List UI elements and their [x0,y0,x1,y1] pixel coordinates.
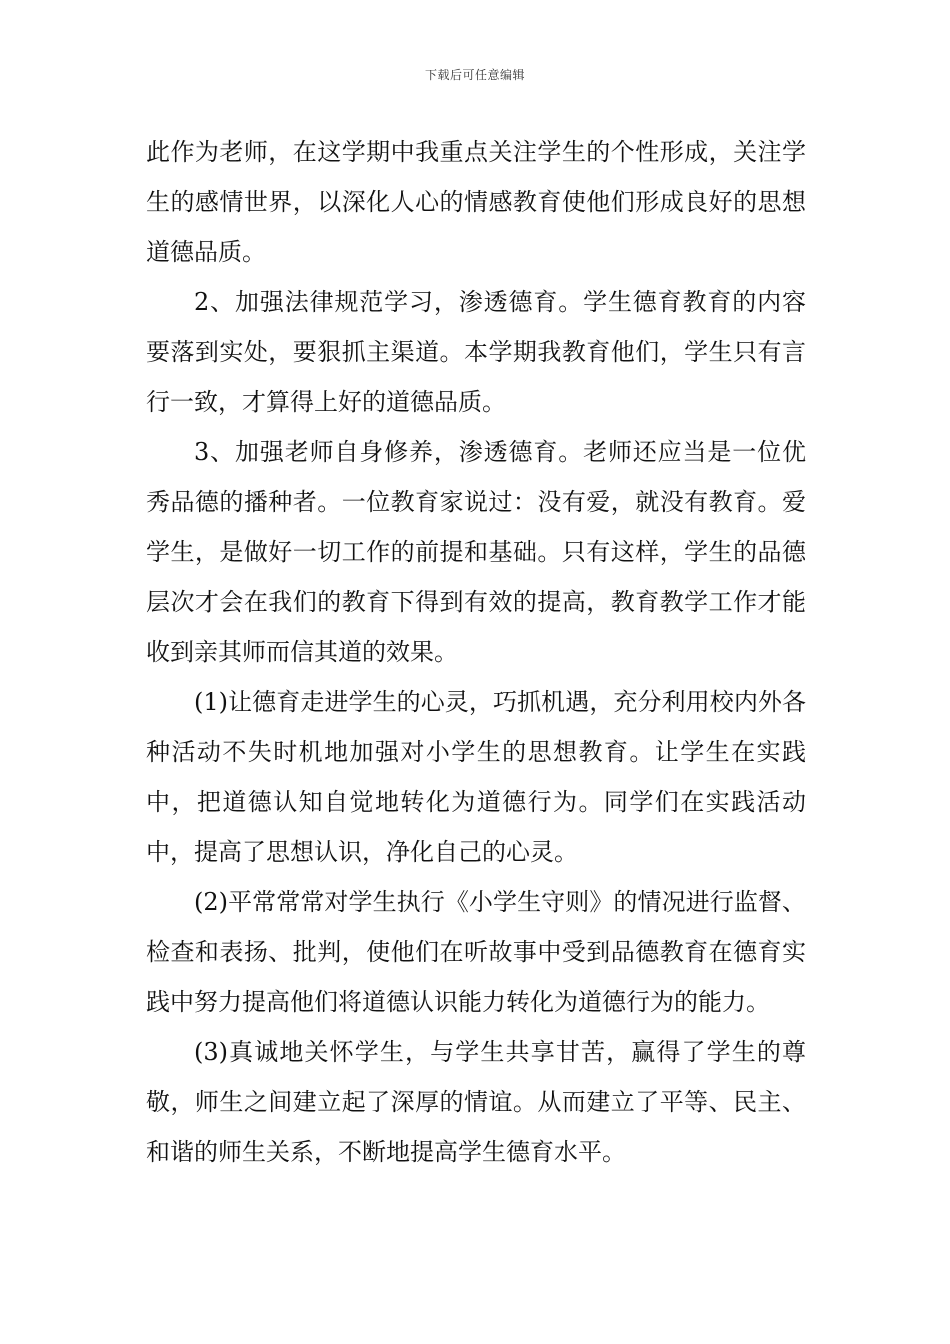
paragraph-law-study: 2、加强法律规范学习，渗透德育。学生德育教育的内容要落到实处，要狠抓主渠道。本学期我教育他们，学生只有言行一致，才算得上好的道德品质。 [146,288,806,416]
paragraph-teacher-cultivation: 3、加强老师自身修养，渗透德育。老师还应当是一位优秀品德的播种者。一位教育家说过：没有爱，就没有教育。爱学生，是做好一切工作的前提和基础。只有这样，学生的品德层次才会在我们的教育下得到有效的提高，教育教学工作才能收到亲其师而信其道的效果。 [146,438,806,666]
paragraph-item-1: (1)让德育走进学生的心灵，巧抓机遇，充分利用校内外各种活动不失时机地加强对小学生的思想教育。让学生在实践中，把道德认知自觉地转化为道德行为。同学们在实践活动中，提高了思想认识，净化自己的心灵。 [146,688,806,866]
paragraph-continuation: 此作为老师，在这学期中我重点关注学生的个性形成，关注学生的感情世界，以深化人心的情感教育使他们形成良好的思想道德品质。 [146,138,806,266]
document-body [146,127,806,1177]
header-note: 下载后可任意编辑 [424,68,525,82]
paragraph-item-2: (2)平常常常对学生执行《小学生守则》的情况进行监督、检查和表扬、批判，使他们在听故事中受到品德教育在德育实践中努力提高他们将道德认识能力转化为道德行为的能力。 [146,888,806,1016]
paragraph-item-3: (3)真诚地关怀学生，与学生共享甘苦，赢得了学生的尊敬，师生之间建立起了深厚的情谊。从而建立了平等、民主、和谐的师生关系，不断地提高学生德育水平。 [146,1038,806,1166]
